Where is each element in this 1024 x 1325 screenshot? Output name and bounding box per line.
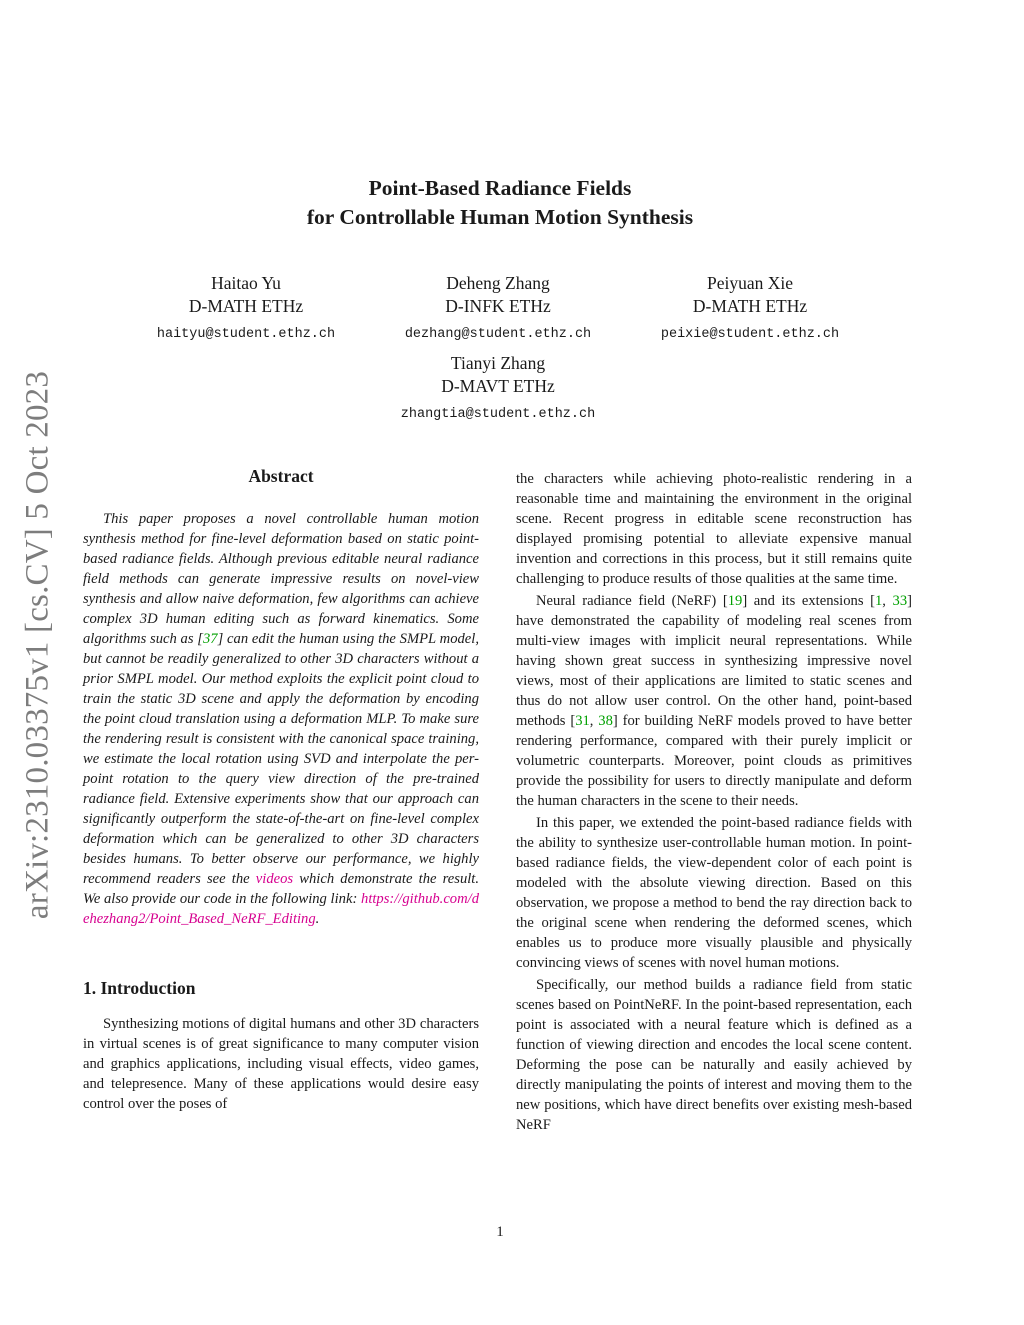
author-email[interactable]: dezhang@student.ethz.ch	[404, 327, 592, 342]
body-paragraph	[516, 591, 912, 811]
introduction-paragraph: Synthesizing motions of digital humans and other 3D characters in virtual scenes is of great significance to many computer vision and graphics applications, including visual effects, video games, and telepresence. Many of these applications would desire easy control over the poses of	[83, 1016, 479, 1112]
page-number: 1	[496, 1224, 504, 1240]
citation-link[interactable]: 38	[598, 713, 613, 729]
paper-title	[0, 174, 1000, 232]
abstract-text: .	[315, 911, 320, 927]
author-name: Peiyuan Xie	[706, 273, 794, 293]
title-line-1: Point-Based Radiance Fields	[368, 176, 632, 200]
paragraph-text: ] have demonstrated the capability of modeling real scenes from multi-view images with implicit neural representations. While having shown great success in synthesizing impressive novel views, most of their applications are limited to static scenes and thus do not allow user control. On the other hand, point-based methods [	[516, 593, 912, 729]
citation-link[interactable]: 1	[874, 593, 883, 609]
paragraph-text: ] and its extensions [	[742, 593, 875, 609]
author-block	[610, 272, 890, 343]
author-name: Tianyi Zhang	[450, 353, 546, 373]
section-heading-introduction: 1. Introduction	[83, 978, 196, 998]
citation-separator: ,	[589, 713, 599, 729]
author-affiliation: D-MAVT ETHz	[441, 376, 555, 396]
author-affiliation: D-MATH ETHz	[188, 296, 304, 316]
citation-link[interactable]: 31	[575, 713, 590, 729]
author-block	[358, 352, 638, 423]
paragraph-text: ] for building NeRF models proved to have better rendering performance, compared with their purely implicit or volumetric counterparts. Moreover, point clouds as primitives provide the possibility for users to directly manipulate and deform the human characters in the scene to their needs.	[516, 713, 912, 809]
arxiv-identifier-stamp: arXiv:2310.03375v1 [cs.CV] 5 Oct 2023	[19, 370, 56, 920]
abstract-text: This paper proposes a novel controllable human motion synthesis method for fine-level deformation based on static point-based radiance fields. Although previous editable neural radiance field methods can generate impressive results on novel-view synthesis and allow naive deformation, few algorithms can achieve complex 3D human editing such as forward kinematics. Some algorithms such as [	[83, 511, 479, 647]
citation-separator: ,	[882, 593, 893, 609]
body-paragraph: Specifically, our method builds a radiance field from static scenes based on PointNeRF. In the point-based representation, each point is associated with a neural feature which is defined as a function of viewing direction and encodes the local scene content. Deforming the pose can be naturally and easily achieved by directly manipulating the points of interest and moving them to the new positions, which have direct benefits over existing mesh-based NeRF	[516, 977, 912, 1133]
author-name: Deheng Zhang	[446, 273, 550, 293]
body-paragraph: the characters while achieving photo-realistic rendering in a reasonable time and maintaining the environment in the original scene. Recent progress in editable scene reconstruction has displayed promising potential to alleviate expensive manual invention and corrections in this process, but it still remains quite challenging to produce results of those qualities at the same time.	[516, 471, 912, 587]
author-block	[358, 272, 638, 343]
author-email[interactable]: haityu@student.ethz.ch	[156, 327, 336, 342]
body-paragraph: In this paper, we extended the point-based radiance fields with the ability to synthesize user-controllable human motion. In point-based radiance fields, the view-dependent color of each point is modeled with the absolute viewing direction. Based on this observation, we propose a method to bend the ray direction back to the original scene when rendering the deformed scenes, which enables us to produce more visually plausible and physically convincing views of scenes with novel human motions.	[516, 815, 912, 971]
citation-link[interactable]: 37	[203, 631, 218, 647]
abstract-body	[83, 509, 479, 929]
right-column	[516, 469, 912, 1135]
author-block	[106, 272, 386, 343]
author-email[interactable]: zhangtia@student.ethz.ch	[400, 407, 596, 422]
citation-link[interactable]: 19	[727, 593, 743, 609]
citation-link[interactable]: 33	[892, 593, 908, 609]
paragraph-text: Neural radiance field (NeRF) [	[536, 593, 728, 609]
title-line-2: for Controllable Human Motion Synthesis	[306, 205, 694, 229]
abstract-heading: Abstract	[248, 466, 314, 486]
abstract-text: which demonstrate the result. We also provide our code in the following link:	[83, 871, 479, 907]
left-column	[83, 466, 479, 1114]
author-name: Haitao Yu	[211, 273, 281, 293]
author-affiliation: D-INFK ETHz	[445, 296, 551, 316]
videos-link[interactable]: videos	[255, 871, 294, 887]
author-affiliation: D-MATH ETHz	[692, 296, 808, 316]
code-repository-link[interactable]: https://github.com/dehezhang2/Point_Based_NeRF_Editing	[83, 891, 479, 927]
abstract-text: ] can edit the human using the SMPL model, but cannot be readily generalized to other 3D characters without a prior SMPL model. Our method exploits the explicit point cloud to train the static 3D scene and apply the deformation by encoding the point cloud translation using a deformation MLP. To make sure the rendering result is consistent with the canonical space training, we estimate the local rotation using SVD and interpolate the per-point rotation to the query view direction of the pre-trained radiance field. Extensive experiments show that our approach can significantly outperform the state-of-the-art on fine-level complex deformation which can be generalized to other 3D characters besides humans. To better observe our performance, we highly recommend readers see the	[83, 631, 479, 887]
author-email[interactable]: peixie@student.ethz.ch	[660, 327, 840, 342]
